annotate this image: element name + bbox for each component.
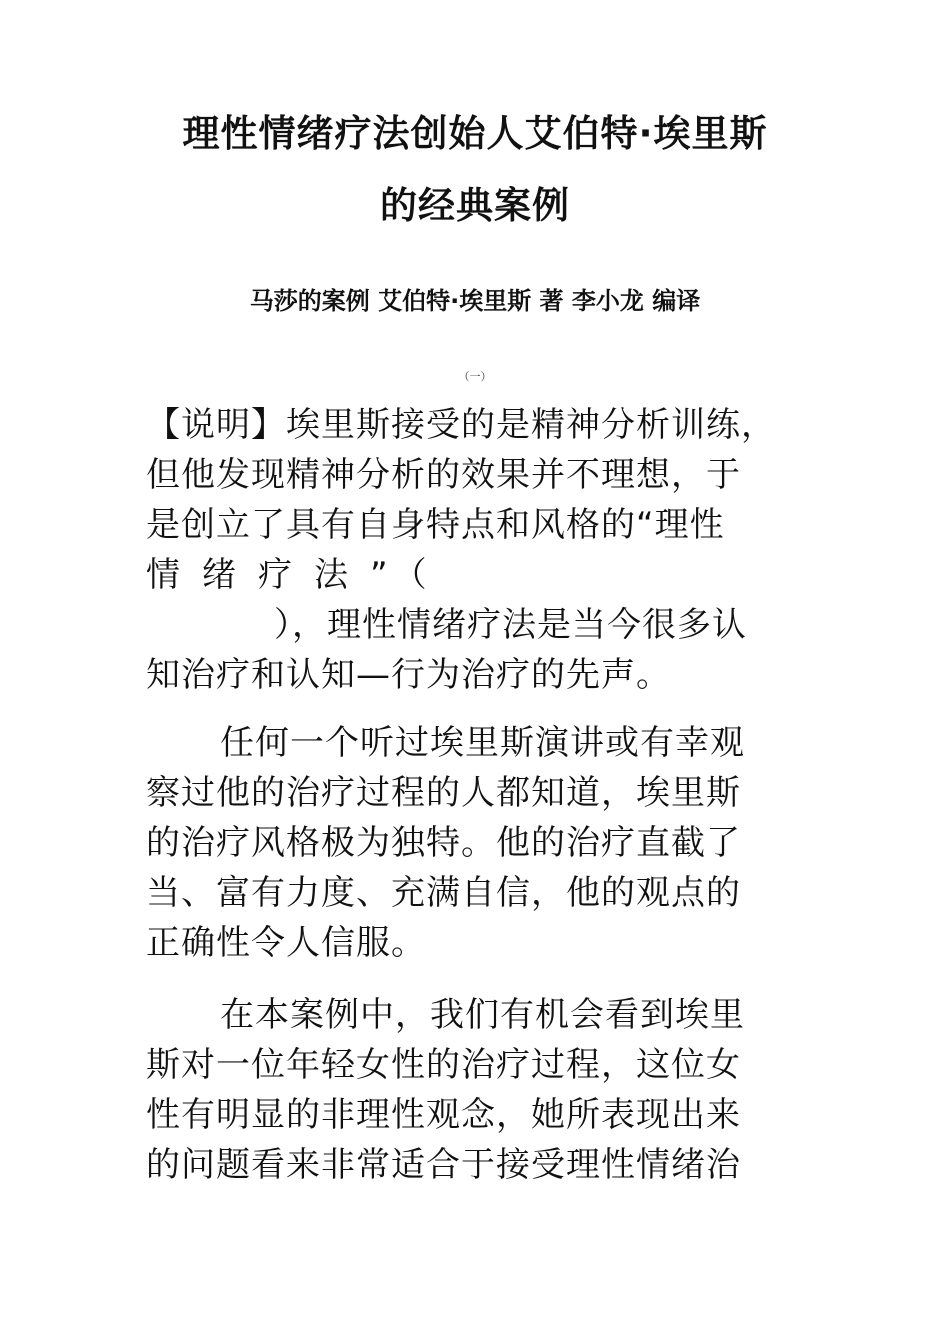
text-line: 察过他的治疗过程的人都知道，埃里斯 <box>146 773 741 813</box>
text-line: 斯对一位年轻女性的治疗过程，这位女 <box>146 1045 741 1085</box>
text-line: 的治疗风格极为独特。他的治疗直截了 <box>146 823 741 863</box>
text-line: 正确性令人信服。 <box>146 923 426 963</box>
paragraph-intro <box>146 400 806 700</box>
paragraph-case <box>146 990 806 1190</box>
text-line: 知治疗和认知—行为治疗的先声。 <box>146 655 671 695</box>
text-line: 任何一个听过埃里斯演讲或有幸观 <box>220 723 745 763</box>
section-marker: （一） <box>458 370 492 383</box>
title-line-1: 理性情绪疗法创始人艾伯特·埃里斯 <box>182 112 768 155</box>
author-byline: 马莎的案例 艾伯特·埃里斯 著 李小龙 编译 <box>249 287 701 315</box>
text-line: 但他发现精神分析的效果并不理想，于 <box>146 455 741 495</box>
document-title <box>130 98 820 242</box>
text-line: 在本案例中，我们有机会看到埃里 <box>220 995 745 1035</box>
text-line: 【说明】埃里斯接受的是精神分析训练， <box>146 405 776 445</box>
text-line: 的问题看来非常适合于接受理性情绪治 <box>146 1145 741 1185</box>
text-line: 性有明显的非理性观念，她所表现出来 <box>146 1095 741 1135</box>
text-line: 情绪疗法”（ <box>146 555 449 595</box>
title-line-2: 的经典案例 <box>380 184 570 227</box>
text-line: 是创立了具有自身特点和风格的“理性 <box>146 505 725 545</box>
text-line: ），理性情绪疗法是当今很多认 <box>274 605 747 645</box>
text-line: 当、富有力度、充满自信，他的观点的 <box>146 873 741 913</box>
paragraph-style <box>146 718 806 968</box>
